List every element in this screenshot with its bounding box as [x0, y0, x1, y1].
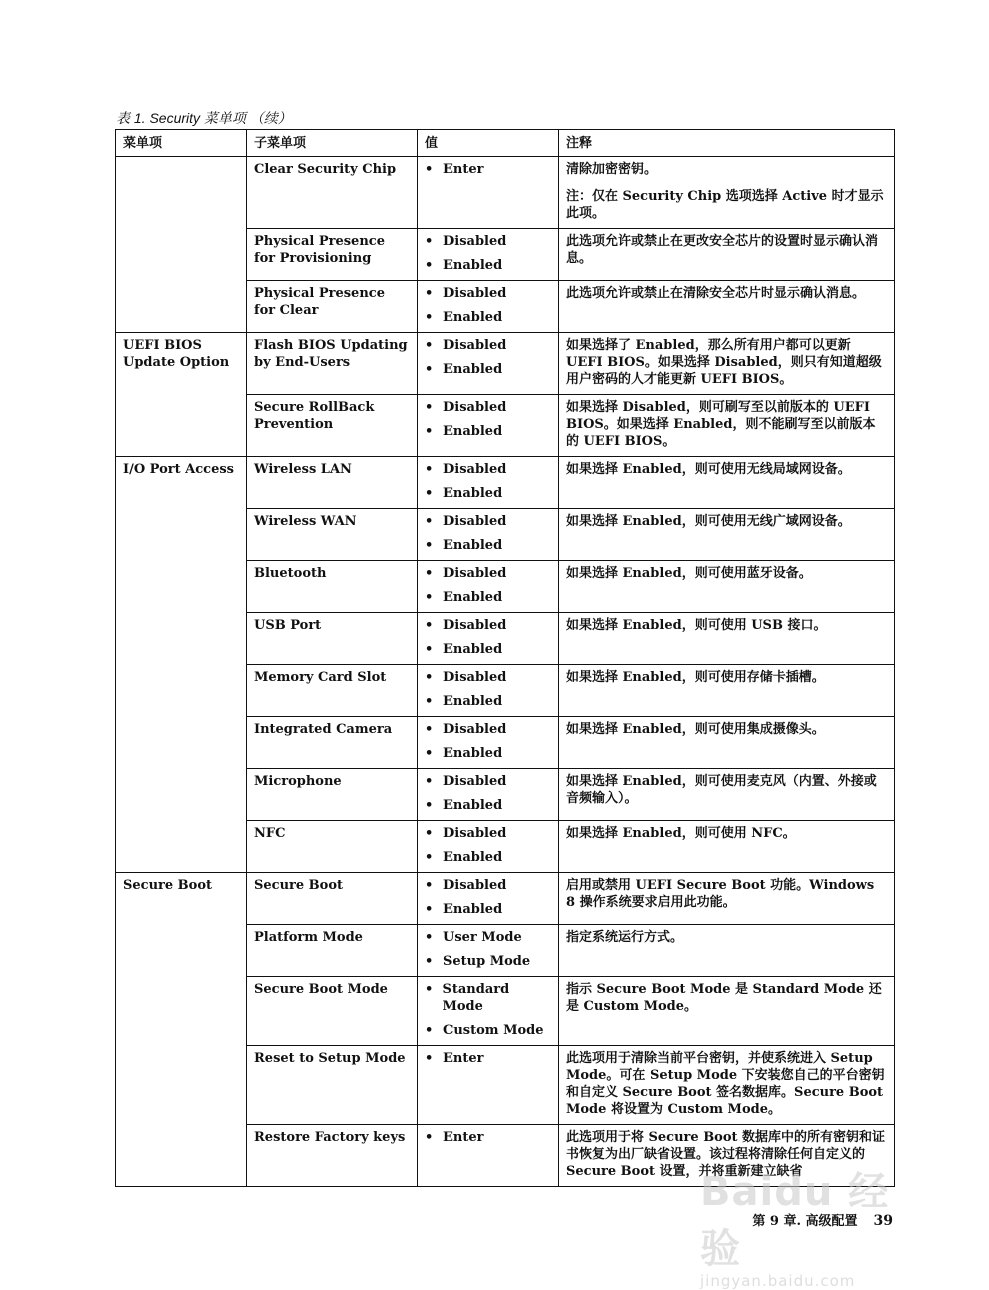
- value-label: Enabled: [443, 798, 503, 813]
- submenu-cell: Wireless WAN: [247, 509, 418, 561]
- value-label: User Mode: [443, 930, 522, 945]
- value-cell: [418, 977, 559, 1046]
- value-option: [425, 513, 551, 530]
- notes-cell: [559, 821, 895, 873]
- notes-cell: [559, 665, 895, 717]
- value-label: Enabled: [443, 850, 503, 865]
- value-cell: [418, 395, 559, 457]
- notes-cell: [559, 157, 895, 229]
- bullet-icon: •: [425, 798, 434, 813]
- notes-cell: [559, 333, 895, 395]
- value-option: [425, 423, 551, 440]
- value-label: Enabled: [443, 486, 503, 501]
- value-label: Enter: [443, 1051, 484, 1066]
- value-option: [425, 1022, 551, 1039]
- watermark: [700, 1160, 910, 1290]
- value-option: [425, 721, 551, 738]
- value-label: Disabled: [443, 774, 507, 789]
- value-option: [425, 285, 551, 302]
- bullet-icon: •: [425, 774, 434, 789]
- bullet-icon: •: [425, 670, 434, 685]
- submenu-cell: Physical Presence for Clear: [247, 281, 418, 333]
- bullet-icon: •: [425, 930, 434, 945]
- security-menu-table: [115, 129, 895, 1187]
- value-label: Disabled: [443, 400, 507, 415]
- value-cell: [418, 717, 559, 769]
- value-label: Enabled: [443, 310, 503, 325]
- value-option: [425, 233, 551, 250]
- bullet-icon: •: [425, 1051, 434, 1066]
- value-label: Disabled: [443, 670, 507, 685]
- value-option: [425, 565, 551, 582]
- bullet-icon: •: [425, 286, 434, 301]
- watermark-url: jingyan.baidu.com: [700, 1272, 856, 1290]
- bullet-icon: •: [425, 424, 434, 439]
- bullet-icon: •: [425, 878, 434, 893]
- value-option: [425, 953, 551, 970]
- value-cell: [418, 509, 559, 561]
- header-value: 值: [418, 130, 559, 157]
- bullet-icon: •: [425, 258, 434, 273]
- value-cell: [418, 665, 559, 717]
- bullet-icon: •: [425, 338, 434, 353]
- value-label: Standard Mode: [442, 982, 510, 1014]
- value-option: [425, 461, 551, 478]
- bullet-icon: •: [425, 850, 434, 865]
- note-text: 如果选择 Enabled，则可使用 NFC。: [566, 826, 796, 841]
- value-cell: [418, 925, 559, 977]
- value-option: [425, 589, 551, 606]
- value-label: Enabled: [443, 590, 503, 605]
- bullet-icon: •: [425, 362, 434, 377]
- value-option: [425, 617, 551, 634]
- value-label: Enabled: [443, 424, 503, 439]
- notes-cell: [559, 613, 895, 665]
- note-text: 注：仅在 Security Chip 选项选择 Active 时才显示此项。: [566, 189, 884, 221]
- value-label: Disabled: [443, 514, 507, 529]
- value-label: Disabled: [443, 878, 507, 893]
- table-header-row: [116, 130, 895, 157]
- note-text: 清除加密密钥。: [566, 162, 658, 177]
- value-label: Enabled: [443, 746, 503, 761]
- notes-cell: [559, 509, 895, 561]
- submenu-cell: Wireless LAN: [247, 457, 418, 509]
- value-option: [425, 309, 551, 326]
- value-cell: [418, 229, 559, 281]
- value-label: Enter: [443, 162, 484, 177]
- header-notes: 注释: [559, 130, 895, 157]
- submenu-cell: Memory Card Slot: [247, 665, 418, 717]
- value-option: [425, 745, 551, 762]
- note-text: 此选项用于清除当前平台密钥，并使系统进入 Setup Mode。可在 Setup Mode 下安装您自己的平台密钥和自定义 Secure Boot 签名数据库。Secure Boot Mode 将设置为 Custom Mode。: [566, 1051, 885, 1117]
- menu-cell: Secure Boot: [116, 873, 247, 1187]
- note-text: 指定系统运行方式。: [566, 930, 684, 945]
- value-label: Enabled: [443, 538, 503, 553]
- value-cell: [418, 873, 559, 925]
- notes-cell: [559, 457, 895, 509]
- notes-cell: [559, 395, 895, 457]
- value-label: Enabled: [443, 258, 503, 273]
- notes-cell: [559, 873, 895, 925]
- value-option: [425, 849, 551, 866]
- submenu-cell: Integrated Camera: [247, 717, 418, 769]
- value-option: [425, 773, 551, 790]
- table-caption: 表 1. Security 菜单项 （续）: [116, 110, 292, 126]
- submenu-cell: Secure Boot: [247, 873, 418, 925]
- value-label: Enabled: [443, 642, 503, 657]
- note-text: 此选项允许或禁止在清除安全芯片时显示确认消息。: [566, 286, 866, 301]
- value-label: Disabled: [443, 338, 507, 353]
- note-text: 如果选择 Enabled，则可使用蓝牙设备。: [566, 566, 812, 581]
- bullet-icon: •: [425, 590, 434, 605]
- value-cell: [418, 333, 559, 395]
- bullet-icon: •: [425, 826, 434, 841]
- submenu-cell: USB Port: [247, 613, 418, 665]
- note-text: 如果选择 Enabled，则可使用存储卡插槽。: [566, 670, 825, 685]
- submenu-cell: NFC: [247, 821, 418, 873]
- header-menu: 菜单项: [116, 130, 247, 157]
- note-text: 此选项允许或禁止在更改安全芯片的设置时显示确认消息。: [566, 234, 879, 266]
- value-label: Disabled: [443, 234, 507, 249]
- notes-cell: [559, 281, 895, 333]
- value-option: [425, 929, 551, 946]
- value-option: [425, 361, 551, 378]
- bullet-icon: •: [425, 642, 434, 657]
- submenu-cell: Reset to Setup Mode: [247, 1046, 418, 1125]
- value-cell: [418, 281, 559, 333]
- chapter-title: 第 9 章. 高级配置: [752, 1214, 858, 1229]
- value-label: Enabled: [443, 362, 503, 377]
- value-label: Enabled: [443, 902, 503, 917]
- value-option: [425, 1129, 551, 1146]
- menu-cell: I/O Port Access: [116, 457, 247, 873]
- value-label: Disabled: [443, 826, 507, 841]
- menu-cell: UEFI BIOS Update Option: [116, 333, 247, 457]
- notes-cell: [559, 561, 895, 613]
- note-text: 如果选择 Enabled，则可使用 USB 接口。: [566, 618, 827, 633]
- watermark-logo: Baidu 经验: [700, 1169, 890, 1272]
- table-row: [116, 457, 895, 509]
- value-label: Enter: [443, 1130, 484, 1145]
- table-row: [116, 873, 895, 925]
- value-option: [425, 161, 551, 178]
- bullet-icon: •: [425, 162, 434, 177]
- bullet-icon: •: [425, 954, 434, 969]
- note-text: 如果选择 Disabled，则可刷写至以前版本的 UEFI BIOS。如果选择 Enabled，则不能刷写至以前版本的 UEFI BIOS。: [566, 400, 876, 449]
- submenu-cell: Clear Security Chip: [247, 157, 418, 229]
- note-text: 启用或禁用 UEFI Secure Boot 功能。Windows 8 操作系统要求启用此功能。: [566, 878, 875, 910]
- header-submenu: 子菜单项: [247, 130, 418, 157]
- bullet-icon: •: [425, 234, 434, 249]
- value-option: [425, 981, 551, 1015]
- bullet-icon: •: [425, 310, 434, 325]
- value-label: Disabled: [443, 462, 507, 477]
- value-cell: [418, 821, 559, 873]
- submenu-cell: Flash BIOS Updating by End-Users: [247, 333, 418, 395]
- note-text: 指示 Secure Boot Mode 是 Standard Mode 还是 Custom Mode。: [566, 982, 882, 1014]
- value-option: [425, 877, 551, 894]
- bullet-icon: •: [425, 462, 434, 477]
- value-option: [425, 537, 551, 554]
- value-option: [425, 693, 551, 710]
- note-text: 如果选择 Enabled，则可使用集成摄像头。: [566, 722, 825, 737]
- value-option: [425, 399, 551, 416]
- notes-cell: [559, 977, 895, 1046]
- bullet-icon: •: [425, 538, 434, 553]
- bullet-icon: •: [425, 902, 434, 917]
- value-cell: [418, 613, 559, 665]
- notes-cell: [559, 1046, 895, 1125]
- value-option: [425, 641, 551, 658]
- bullet-icon: •: [425, 514, 434, 529]
- notes-cell: [559, 717, 895, 769]
- value-cell: [418, 1125, 559, 1187]
- value-option: [425, 797, 551, 814]
- page-number: 39: [873, 1213, 893, 1229]
- value-label: Disabled: [443, 566, 507, 581]
- note-text: 此选项用于将 Secure Boot 数据库中的所有密钥和证书恢复为出厂缺省设置。该过程将清除任何自定义的 Secure Boot 设置，并将重新建立缺省: [566, 1130, 886, 1179]
- value-cell: [418, 561, 559, 613]
- bullet-icon: •: [425, 400, 434, 415]
- value-option: [425, 901, 551, 918]
- note-text: 如果选择 Enabled，则可使用麦克风（内置、外接或音频输入）。: [566, 774, 877, 806]
- value-cell: [418, 157, 559, 229]
- value-option: [425, 337, 551, 354]
- note-text: 如果选择了 Enabled，那么所有用户都可以更新 UEFI BIOS。如果选择 Disabled，则只有知道超级用户密码的人才能更新 UEFI BIOS。: [566, 338, 882, 387]
- value-cell: [418, 457, 559, 509]
- value-label: Disabled: [443, 286, 507, 301]
- value-label: Disabled: [443, 722, 507, 737]
- bullet-icon: •: [425, 566, 434, 581]
- bullet-icon: •: [425, 722, 434, 737]
- submenu-cell: Physical Presence for Provisioning: [247, 229, 418, 281]
- notes-cell: [559, 229, 895, 281]
- notes-cell: [559, 925, 895, 977]
- submenu-cell: Microphone: [247, 769, 418, 821]
- value-cell: [418, 769, 559, 821]
- submenu-cell: Restore Factory keys: [247, 1125, 418, 1187]
- value-option: [425, 825, 551, 842]
- submenu-cell: Bluetooth: [247, 561, 418, 613]
- value-label: Custom Mode: [443, 1023, 544, 1038]
- bullet-icon: •: [425, 694, 434, 709]
- value-cell: [418, 1046, 559, 1125]
- submenu-cell: Secure RollBack Prevention: [247, 395, 418, 457]
- notes-cell: [559, 769, 895, 821]
- table-row: [116, 333, 895, 395]
- value-label: Disabled: [443, 618, 507, 633]
- bullet-icon: •: [425, 618, 434, 633]
- value-label: Enabled: [443, 694, 503, 709]
- bullet-icon: •: [425, 1023, 434, 1038]
- note-text: 如果选择 Enabled，则可使用无线局域网设备。: [566, 462, 851, 477]
- value-option: [425, 669, 551, 686]
- value-label: Setup Mode: [443, 954, 531, 969]
- table-row: [116, 157, 895, 229]
- menu-cell: [116, 157, 247, 333]
- bullet-icon: •: [425, 982, 434, 997]
- value-option: [425, 257, 551, 274]
- note-text: 如果选择 Enabled，则可使用无线广域网设备。: [566, 514, 851, 529]
- bullet-icon: •: [425, 486, 434, 501]
- bullet-icon: •: [425, 746, 434, 761]
- submenu-cell: Secure Boot Mode: [247, 977, 418, 1046]
- value-option: [425, 485, 551, 502]
- value-option: [425, 1050, 551, 1067]
- submenu-cell: Platform Mode: [247, 925, 418, 977]
- bullet-icon: •: [425, 1130, 434, 1145]
